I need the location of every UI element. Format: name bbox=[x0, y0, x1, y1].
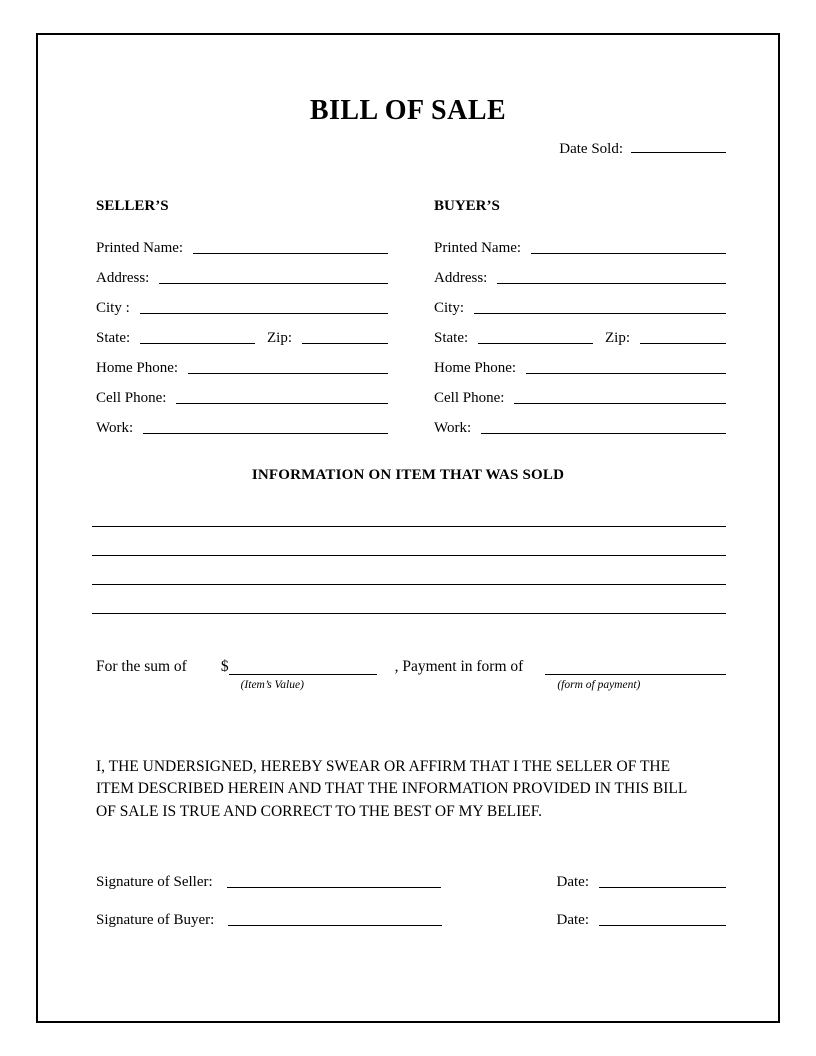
seller-work-line[interactable] bbox=[143, 433, 388, 434]
buyer-column bbox=[434, 198, 726, 437]
buyer-state-label: State: bbox=[434, 330, 469, 346]
seller-city-label: City : bbox=[96, 300, 130, 316]
buyer-work-line[interactable] bbox=[481, 433, 726, 434]
signature-section bbox=[96, 871, 726, 929]
item-info-line-3[interactable] bbox=[92, 556, 726, 585]
seller-printed-name-row bbox=[96, 227, 388, 257]
buyer-home-phone-label: Home Phone: bbox=[434, 360, 517, 376]
buyer-printed-name-row bbox=[434, 227, 726, 257]
seller-zip-label: Zip: bbox=[267, 330, 292, 346]
buyer-signature-line[interactable] bbox=[228, 925, 442, 926]
buyer-cell-phone-line[interactable] bbox=[514, 403, 726, 404]
seller-city-line[interactable] bbox=[140, 313, 388, 314]
buyer-home-phone-line[interactable] bbox=[526, 373, 726, 374]
seller-zip-line[interactable] bbox=[302, 343, 388, 344]
seller-work-row bbox=[96, 407, 388, 437]
seller-date-label: Date: bbox=[556, 874, 589, 891]
seller-heading: SELLER’S bbox=[96, 198, 169, 214]
seller-home-phone-row bbox=[96, 347, 388, 377]
seller-column bbox=[96, 198, 388, 437]
item-value-caption: (Item’s Value) bbox=[240, 679, 304, 691]
page-title: BILL OF SALE bbox=[309, 95, 507, 126]
buyer-printed-name-label: Printed Name: bbox=[434, 240, 522, 256]
buyer-home-phone-row bbox=[434, 347, 726, 377]
buyer-date-label: Date: bbox=[556, 912, 589, 929]
seller-state-label: State: bbox=[96, 330, 131, 346]
buyer-zip-line[interactable] bbox=[640, 343, 726, 344]
seller-state-zip-row bbox=[96, 317, 388, 347]
buyer-zip-label: Zip: bbox=[605, 330, 630, 346]
seller-cell-phone-line[interactable] bbox=[176, 403, 388, 404]
seller-address-label: Address: bbox=[96, 270, 150, 286]
seller-cell-phone-row bbox=[96, 377, 388, 407]
item-info-heading: INFORMATION ON ITEM THAT WAS SOLD bbox=[251, 467, 565, 483]
buyer-state-line[interactable] bbox=[478, 343, 593, 344]
seller-address-row bbox=[96, 257, 388, 287]
buyer-address-line[interactable] bbox=[497, 283, 726, 284]
sum-row bbox=[96, 658, 726, 692]
date-sold-line[interactable] bbox=[631, 149, 726, 153]
seller-signature-line[interactable] bbox=[227, 887, 441, 888]
buyer-city-line[interactable] bbox=[474, 313, 726, 314]
sum-lead-text: For the sum of bbox=[96, 658, 187, 675]
seller-home-phone-line[interactable] bbox=[188, 373, 388, 374]
item-value-line[interactable] bbox=[229, 658, 377, 675]
buyer-printed-name-line[interactable] bbox=[531, 253, 726, 254]
payment-form-field bbox=[545, 658, 726, 692]
currency-symbol: $ bbox=[220, 658, 229, 675]
buyer-address-label: Address: bbox=[434, 270, 488, 286]
seller-state-line[interactable] bbox=[140, 343, 255, 344]
seller-city-row bbox=[96, 287, 388, 317]
buyer-city-row bbox=[434, 287, 726, 317]
item-info-line-4[interactable] bbox=[92, 585, 726, 614]
seller-work-label: Work: bbox=[96, 420, 134, 436]
affirmation-paragraph: I, THE UNDERSIGNED, HEREBY SWEAR OR AFFIRM THAT I THE SELLER OF THE ITEM DESCRIBED HEREIN AND THAT THE INFORMATION PROVIDED IN THIS BILL OF SALE IS TRUE AND CORRECT TO THE BEST OF MY BELIEF. bbox=[96, 758, 687, 820]
seller-signature-row bbox=[96, 871, 726, 891]
seller-printed-name-label: Printed Name: bbox=[96, 240, 184, 256]
buyer-cell-phone-label: Cell Phone: bbox=[434, 390, 505, 406]
item-info-line-2[interactable] bbox=[92, 527, 726, 556]
item-info-line-1[interactable] bbox=[92, 498, 726, 527]
item-value-field bbox=[229, 658, 377, 692]
seller-home-phone-label: Home Phone: bbox=[96, 360, 179, 376]
seller-printed-name-line[interactable] bbox=[193, 253, 388, 254]
buyer-cell-phone-row bbox=[434, 377, 726, 407]
payment-form-line[interactable] bbox=[545, 658, 726, 675]
item-info-lines bbox=[92, 498, 726, 614]
buyer-work-row bbox=[434, 407, 726, 437]
buyer-date-line[interactable] bbox=[599, 925, 726, 926]
buyer-heading: BUYER’S bbox=[434, 198, 500, 214]
document-border bbox=[36, 33, 780, 1023]
parties-section bbox=[38, 198, 778, 437]
buyer-address-row bbox=[434, 257, 726, 287]
buyer-work-label: Work: bbox=[434, 420, 472, 436]
buyer-state-zip-row bbox=[434, 317, 726, 347]
seller-date-line[interactable] bbox=[599, 887, 726, 888]
buyer-signature-row bbox=[96, 909, 726, 929]
payment-form-caption: (form of payment) bbox=[557, 679, 641, 691]
payment-form-text: , Payment in form of bbox=[394, 658, 524, 675]
buyer-city-label: City: bbox=[434, 300, 465, 316]
date-sold-label: Date Sold: bbox=[559, 141, 623, 157]
seller-address-line[interactable] bbox=[159, 283, 388, 284]
date-sold-row bbox=[38, 141, 778, 158]
seller-signature-label: Signature of Seller: bbox=[96, 874, 213, 891]
seller-cell-phone-label: Cell Phone: bbox=[96, 390, 167, 406]
buyer-signature-label: Signature of Buyer: bbox=[96, 912, 215, 929]
